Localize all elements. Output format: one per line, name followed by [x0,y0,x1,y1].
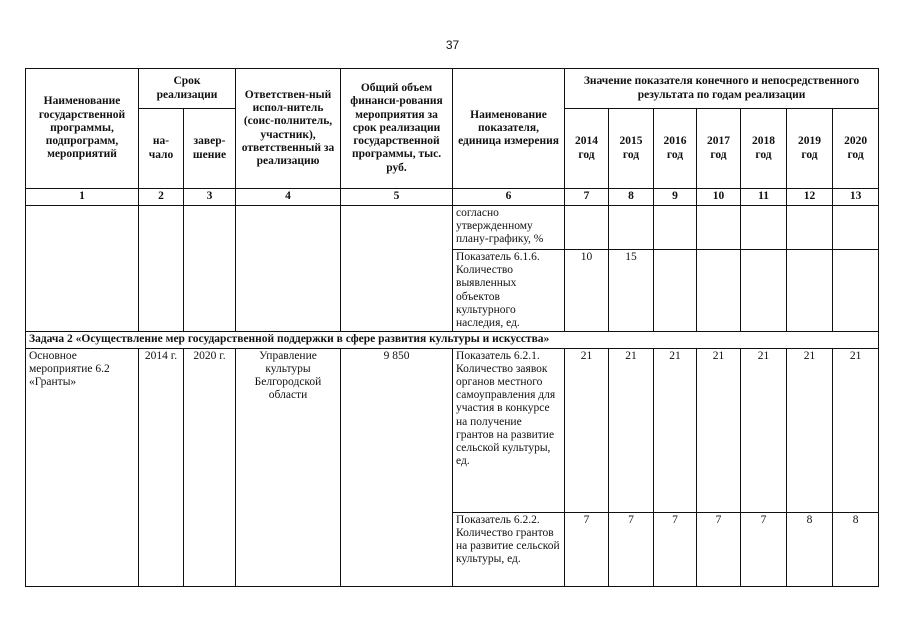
empty-cell [341,206,453,332]
activity-end: 2020 г. [184,348,236,586]
header-funding: Общий объем финанси-рования мероприятия за срок реализации государственной программы, тыс. руб. [341,69,453,189]
value-cell [697,206,741,250]
value-cell: 21 [609,348,654,512]
value-cell [697,250,741,332]
value-cell: 21 [833,348,879,512]
column-number: 7 [565,189,609,206]
header-indicator: Наименование показателя, единица измерения [453,69,565,189]
column-number: 10 [697,189,741,206]
column-number: 9 [654,189,697,206]
column-number: 6 [453,189,565,206]
header-term-start: на-чало [139,109,184,189]
column-number: 5 [341,189,453,206]
page-number: 37 [445,38,460,52]
header-term-end: завер-шение [184,109,236,189]
value-cell: 21 [787,348,833,512]
header-executor: Ответствен-ный испол-нитель (соис-полнитель, участник), ответственный за реализацию [236,69,341,189]
value-cell: 21 [741,348,787,512]
value-cell: 8 [787,512,833,586]
column-number: 1 [26,189,139,206]
header-year: 2014 год [565,109,609,189]
header-year: 2019 год [787,109,833,189]
value-cell [787,206,833,250]
header-year: 2020 год [833,109,879,189]
column-number: 13 [833,189,879,206]
value-cell [833,250,879,332]
value-cell: 21 [654,348,697,512]
empty-cell [26,206,139,332]
value-cell: 7 [565,512,609,586]
value-cell: 7 [697,512,741,586]
empty-cell [236,206,341,332]
empty-cell [139,206,184,332]
value-cell [787,250,833,332]
activity-executor: Управление культуры Белгородской области [236,348,341,586]
program-table [25,68,879,587]
indicator-cell: Показатель 6.1.6. Количество выявленных объектов культурного наследия, ед. [453,250,565,332]
value-cell [741,206,787,250]
value-cell: 7 [609,512,654,586]
header-year: 2018 год [741,109,787,189]
column-number: 11 [741,189,787,206]
indicator-cell: согласно утвержденному плану-графику, % [453,206,565,250]
value-cell: 7 [741,512,787,586]
value-cell [741,250,787,332]
column-number: 12 [787,189,833,206]
indicator-cell: Показатель 6.2.2. Количество грантов на развитие сельской культуры, ед. [453,512,565,586]
column-number: 3 [184,189,236,206]
value-cell: 10 [565,250,609,332]
activity-name: Основное мероприятие 6.2 «Гранты» [26,348,139,586]
task-title: Задача 2 «Осуществление мер государственной поддержки в сфере развития культуры и искусства» [26,332,879,348]
value-cell [654,206,697,250]
value-cell [654,250,697,332]
column-number-row [26,189,879,206]
column-number: 2 [139,189,184,206]
value-cell: 15 [609,250,654,332]
header-program-name: Наименование государственной программы, подпрограмм, мероприятий [26,69,139,189]
indicator-cell: Показатель 6.2.1. Количество заявок органов местного самоуправления для участия в конкурсе на получение грантов на развитие сельской культуры, ед. [453,348,565,512]
column-number: 8 [609,189,654,206]
header-year: 2017 год [697,109,741,189]
header-term: Срок реализации [139,69,236,109]
empty-cell [184,206,236,332]
header-values: Значение показателя конечного и непосредственного результата по годам реализации [565,69,879,109]
header-year: 2016 год [654,109,697,189]
value-cell [565,206,609,250]
task-row [26,332,879,348]
activity-start: 2014 г. [139,348,184,586]
value-cell [609,206,654,250]
header-year: 2015 год [609,109,654,189]
value-cell: 21 [697,348,741,512]
table-row [26,206,879,250]
activity-funding: 9 850 [341,348,453,586]
column-number: 4 [236,189,341,206]
value-cell: 7 [654,512,697,586]
value-cell: 8 [833,512,879,586]
table-row [26,348,879,512]
value-cell: 21 [565,348,609,512]
value-cell [833,206,879,250]
